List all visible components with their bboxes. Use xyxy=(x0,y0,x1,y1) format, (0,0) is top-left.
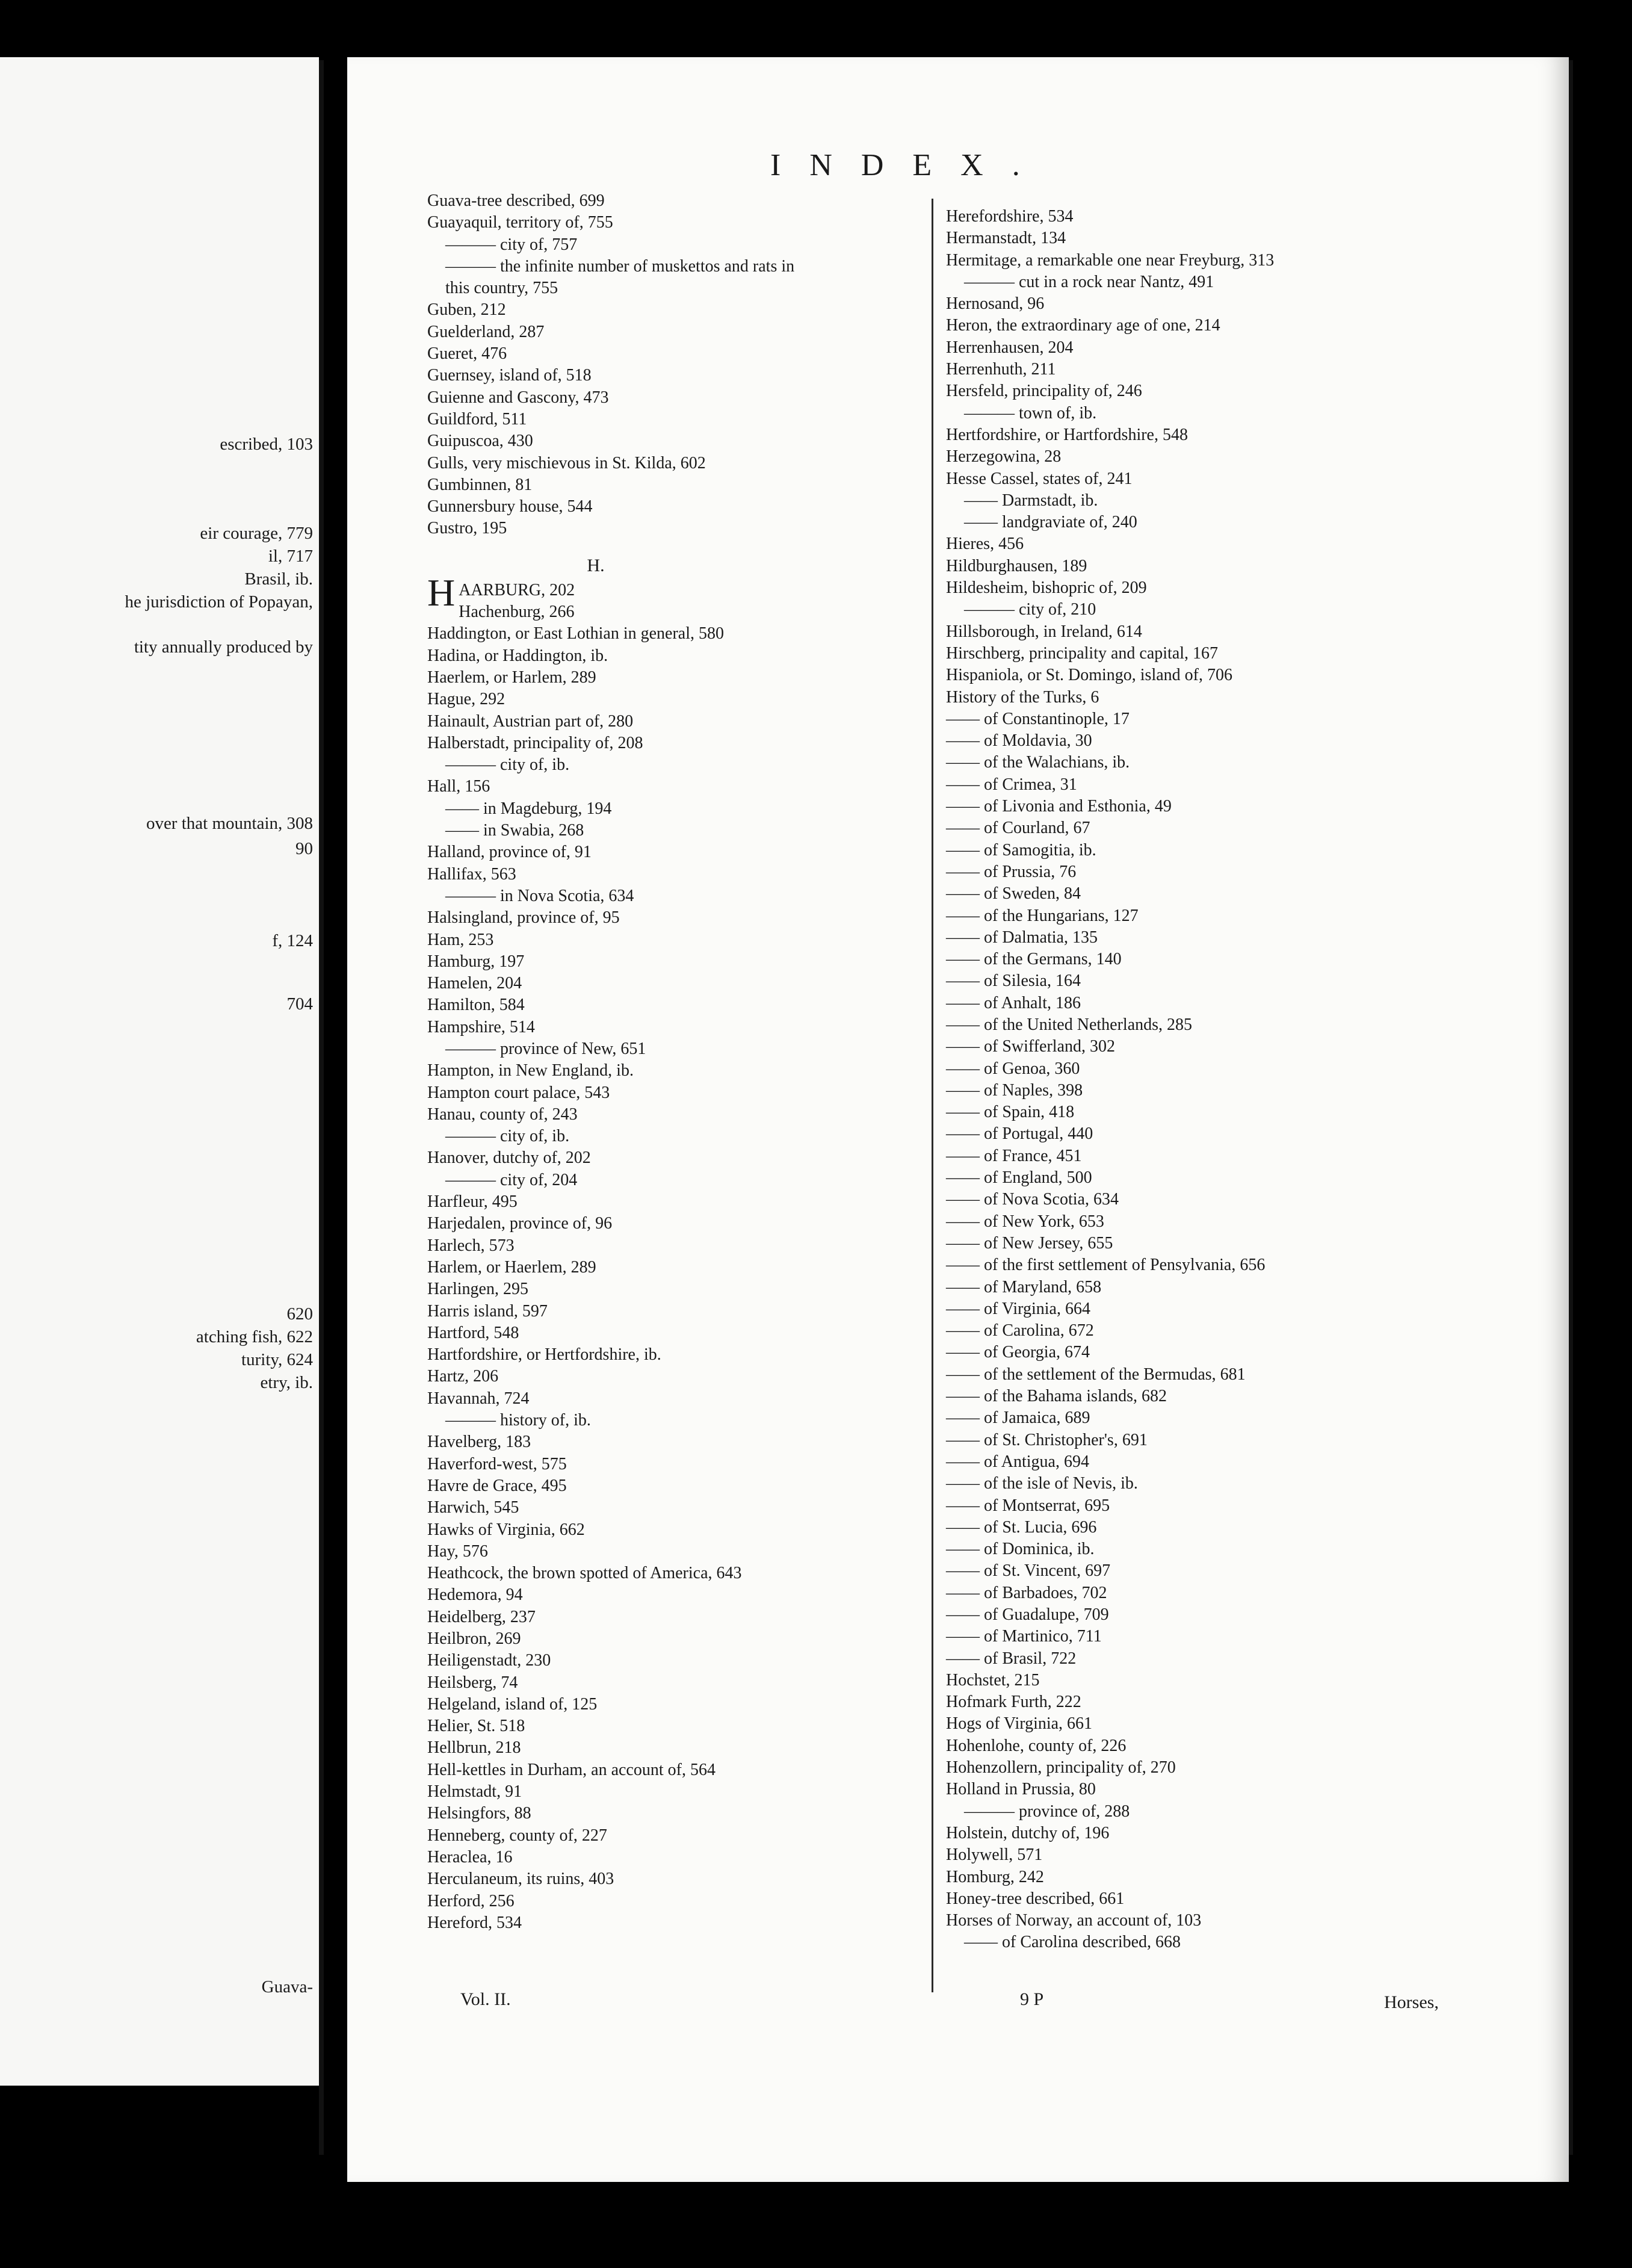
index-entry: —— in Magdeburg, 194 xyxy=(445,799,612,818)
index-entry: Hampton, in New England, ib. xyxy=(427,1061,634,1080)
index-entry: Gunnersbury house, 544 xyxy=(427,497,593,516)
index-entry: Heathcock, the brown spotted of America, 643 xyxy=(427,1564,742,1583)
index-entry: Havelberg, 183 xyxy=(427,1433,531,1452)
index-entry: Hogs of Virginia, 661 xyxy=(946,1714,1093,1734)
index-entry: Herzegowina, 28 xyxy=(946,447,1062,466)
catchword: Horses, xyxy=(1384,1992,1439,2012)
left-page-fragment: f, 124 xyxy=(272,931,313,950)
left-page-fragment: il, 717 xyxy=(268,547,313,566)
index-entry: Hersfeld, principality of, 246 xyxy=(946,382,1142,401)
left-page-edge xyxy=(319,60,324,2155)
index-entry: ——— city of, 757 xyxy=(445,235,578,254)
index-entry: —— of Spain, 418 xyxy=(946,1103,1075,1122)
index-entry: Hohenzollern, principality of, 270 xyxy=(946,1758,1176,1777)
index-entry: —— of Portugal, 440 xyxy=(946,1124,1093,1144)
index-entry: Heron, the extraordinary age of one, 214 xyxy=(946,316,1220,335)
index-entry: Hispaniola, or St. Domingo, island of, 706 xyxy=(946,666,1232,685)
index-entry: —— of the isle of Nevis, ib. xyxy=(946,1474,1138,1493)
index-entry: Henneberg, county of, 227 xyxy=(427,1826,607,1845)
index-entry: —— of Swifferland, 302 xyxy=(946,1037,1115,1056)
right-page-edge xyxy=(1568,60,1573,2155)
signature-mark: 9 P xyxy=(1020,1989,1044,2009)
index-entry: —— of Silesia, 164 xyxy=(946,971,1081,991)
left-page-fragment: 90 xyxy=(295,839,313,858)
index-entry: —— of Anhalt, 186 xyxy=(946,993,1081,1012)
index-entry: Hampshire, 514 xyxy=(427,1017,535,1036)
index-entry: Holstein, dutchy of, 196 xyxy=(946,1823,1110,1842)
index-entry: ——— city of, ib. xyxy=(445,1127,570,1146)
index-entry: —— of Nova Scotia, 634 xyxy=(946,1190,1119,1209)
index-entry: Guben, 212 xyxy=(427,300,506,320)
left-page-fragment: Brasil, ib. xyxy=(244,569,313,589)
index-entry: Hanau, county of, 243 xyxy=(427,1105,578,1124)
left-page-fragment: turity, 624 xyxy=(241,1350,313,1369)
index-entry: —— of Antigua, 694 xyxy=(946,1452,1089,1471)
index-entry: Hildesheim, bishopric of, 209 xyxy=(946,578,1147,598)
index-entry: ——— the infinite number of muskettos and rats in xyxy=(445,256,795,276)
index-entry: —— of New Jersey, 655 xyxy=(946,1233,1113,1253)
volume-label: Vol. II. xyxy=(460,1989,511,2009)
index-entry: —— of Livonia and Esthonia, 49 xyxy=(946,797,1172,816)
index-entry: —— of St. Christopher's, 691 xyxy=(946,1430,1148,1449)
index-entry: —— of Barbadoes, 702 xyxy=(946,1583,1107,1602)
index-entry: ——— in Nova Scotia, 634 xyxy=(445,886,634,905)
index-entry: Havannah, 724 xyxy=(427,1389,530,1408)
index-entry: —— of Carolina, 672 xyxy=(946,1321,1094,1340)
index-entry: Hainault, Austrian part of, 280 xyxy=(427,711,634,731)
index-entry: Hampton court palace, 543 xyxy=(427,1083,610,1102)
index-entry: —— of the Walachians, ib. xyxy=(946,753,1130,772)
index-entry: Haverford-west, 575 xyxy=(427,1454,567,1473)
index-entry: Haddington, or East Lothian in general, 580 xyxy=(427,624,724,643)
index-entry: Harfleur, 495 xyxy=(427,1192,518,1212)
page-title: INDEX. xyxy=(770,148,1049,182)
index-entry: —— of Dalmatia, 135 xyxy=(946,928,1098,947)
index-entry: —— of St. Vincent, 697 xyxy=(946,1561,1111,1581)
index-entry: Herford, 256 xyxy=(427,1891,515,1910)
index-entry: Herefordshire, 534 xyxy=(946,207,1074,226)
index-entry: —— landgraviate of, 240 xyxy=(964,513,1137,532)
index-entry: —— of St. Lucia, 696 xyxy=(946,1517,1097,1537)
index-entry: Hay, 576 xyxy=(427,1541,488,1561)
index-entry: Helsingfors, 88 xyxy=(427,1804,531,1823)
index-entry: —— of Courland, 67 xyxy=(946,819,1090,838)
index-entry: —— of the Germans, 140 xyxy=(946,950,1122,969)
index-entry: —— of Constantinople, 17 xyxy=(946,709,1130,728)
index-entry: —— of Samogitia, ib. xyxy=(946,840,1096,860)
index-entry: Gulls, very mischievous in St. Kilda, 602 xyxy=(427,453,706,472)
left-page-fragment: eir courage, 779 xyxy=(200,524,313,543)
index-entry: Honey-tree described, 661 xyxy=(946,1889,1125,1908)
index-entry: Hedemora, 94 xyxy=(427,1585,523,1605)
index-entry: this country, 755 xyxy=(445,279,558,298)
index-entry: Guernsey, island of, 518 xyxy=(427,366,592,385)
index-entry: —— of Jamaica, 689 xyxy=(946,1408,1090,1428)
index-entry: —— Darmstadt, ib. xyxy=(964,491,1098,510)
index-entry: Harjedalen, province of, 96 xyxy=(427,1214,613,1233)
index-column-right xyxy=(946,206,1274,1954)
index-entry: Haerlem, or Harlem, 289 xyxy=(427,668,596,687)
index-entry: Guildford, 511 xyxy=(427,409,527,429)
index-entry: Harlech, 573 xyxy=(427,1236,515,1255)
index-entry: ——— history of, ib. xyxy=(445,1411,591,1430)
index-entry: Gueret, 476 xyxy=(427,344,507,364)
index-entry: —— of Martinico, 711 xyxy=(946,1627,1102,1646)
index-entry: Hanover, dutchy of, 202 xyxy=(427,1148,591,1168)
index-entry: ——— city of, 210 xyxy=(964,600,1096,619)
index-entry: Havre de Grace, 495 xyxy=(427,1476,567,1495)
index-entry: Hieres, 456 xyxy=(946,534,1024,554)
index-entry: Helier, St. 518 xyxy=(427,1717,525,1736)
column-rule xyxy=(932,199,933,1992)
index-entry: —— of Moldavia, 30 xyxy=(946,731,1092,751)
index-entry: —— of Sweden, 84 xyxy=(946,884,1081,903)
index-entry: ——— city of, 204 xyxy=(445,1170,578,1189)
index-entry: Hamilton, 584 xyxy=(427,996,525,1015)
initial-letter: H xyxy=(427,571,456,614)
index-entry: Hernosand, 96 xyxy=(946,294,1045,314)
index-entry: Hildburghausen, 189 xyxy=(946,556,1087,575)
first-entry-text: AARBURG, 202 xyxy=(459,580,575,600)
index-entry: Hesse Cassel, states of, 241 xyxy=(946,469,1133,488)
left-page-fragment: tity annually produced by xyxy=(134,637,313,657)
index-entry: Hofmark Furth, 222 xyxy=(946,1693,1081,1712)
index-entry: Hartz, 206 xyxy=(427,1367,499,1386)
left-page-fragment: over that mountain, 308 xyxy=(146,814,313,833)
index-entry: Gustro, 195 xyxy=(427,519,507,538)
index-entry: Heiligenstadt, 230 xyxy=(427,1651,551,1670)
left-page xyxy=(0,57,319,2086)
index-column-left xyxy=(427,190,794,1934)
index-entry: Hillsborough, in Ireland, 614 xyxy=(946,622,1142,641)
index-entry: Hadina, or Haddington, ib. xyxy=(427,646,608,665)
index-entry: Hall, 156 xyxy=(427,777,490,796)
index-entry: Harwich, 545 xyxy=(427,1498,519,1517)
index-entry: Hohenlohe, county of, 226 xyxy=(946,1736,1127,1755)
index-entry: Harlingen, 295 xyxy=(427,1280,528,1299)
section-heading: H. xyxy=(587,555,605,575)
index-entry: Heilsberg, 74 xyxy=(427,1673,518,1692)
index-entry: Hell-kettles in Durham, an account of, 564 xyxy=(427,1760,716,1779)
index-entry: —— of the settlement of the Bermudas, 681 xyxy=(946,1365,1246,1384)
index-entry: —— of New York, 653 xyxy=(946,1212,1104,1231)
index-entry: Halsingland, province of, 95 xyxy=(427,908,620,928)
index-entry: Hachenburg, 266 xyxy=(459,603,575,622)
index-entry: Hereford, 534 xyxy=(427,1913,522,1932)
index-entry: Heilbron, 269 xyxy=(427,1629,521,1648)
index-entry: —— of Prussia, 76 xyxy=(946,862,1077,881)
index-entry: Holywell, 571 xyxy=(946,1845,1043,1865)
index-entry: Halland, province of, 91 xyxy=(427,843,592,862)
index-entry: Hamburg, 197 xyxy=(427,952,525,971)
index-entry: ——— province of, 288 xyxy=(964,1802,1130,1821)
left-page-fragment: 620 xyxy=(286,1304,313,1324)
index-entry: Guipuscoa, 430 xyxy=(427,432,533,451)
index-entry: Hartford, 548 xyxy=(427,1323,519,1342)
index-entry: Guelderland, 287 xyxy=(427,322,545,341)
index-entry: ——— cut in a rock near Nantz, 491 xyxy=(964,272,1214,291)
index-entry: —— of Guadalupe, 709 xyxy=(946,1605,1109,1624)
index-entry: —— of the first settlement of Pensylvania, 656 xyxy=(946,1256,1266,1275)
index-entry: Hallifax, 563 xyxy=(427,864,516,884)
left-column-entries-g xyxy=(427,190,794,540)
index-entry: Gumbinnen, 81 xyxy=(427,475,533,494)
index-entry: Helmstadt, 91 xyxy=(427,1782,522,1802)
left-page-fragment: he jurisdiction of Popayan, xyxy=(125,592,313,612)
index-entry: Guava-tree described, 699 xyxy=(427,191,605,210)
index-entry: ——— city of, ib. xyxy=(445,755,570,775)
index-entry: Hartfordshire, or Hertfordshire, ib. xyxy=(427,1345,661,1365)
left-page-fragment: 704 xyxy=(286,994,313,1014)
index-entry: Hochstet, 215 xyxy=(946,1670,1040,1690)
index-entry: Helgeland, island of, 125 xyxy=(427,1694,598,1714)
index-entry: Herrenhausen, 204 xyxy=(946,338,1074,357)
index-entry: Hertfordshire, or Hartfordshire, 548 xyxy=(946,425,1188,444)
index-entry: Guienne and Gascony, 473 xyxy=(427,388,609,407)
index-entry: Horses of Norway, an account of, 103 xyxy=(946,1911,1202,1930)
index-entry: —— of Maryland, 658 xyxy=(946,1277,1102,1297)
index-entry: —— in Swabia, 268 xyxy=(445,821,584,840)
left-page-fragment: atching fish, 622 xyxy=(196,1327,313,1346)
index-entry: Holland in Prussia, 80 xyxy=(946,1780,1096,1799)
index-entry: Hirschberg, principality and capital, 167 xyxy=(946,643,1219,663)
index-entry: Halberstadt, principality of, 208 xyxy=(427,733,643,752)
index-entry: History of the Turks, 6 xyxy=(946,687,1099,707)
index-entry: Hermanstadt, 134 xyxy=(946,229,1066,248)
index-entry: —— of England, 500 xyxy=(946,1168,1092,1188)
index-entry: Heidelberg, 237 xyxy=(427,1607,536,1626)
index-entry: —— of Dominica, ib. xyxy=(946,1540,1095,1559)
left-page-fragment: Guava- xyxy=(261,1977,313,1997)
index-entry: —— of France, 451 xyxy=(946,1146,1082,1165)
left-page-fragment: etry, ib. xyxy=(260,1373,313,1392)
index-entry: Hawks of Virginia, 662 xyxy=(427,1520,585,1539)
index-entry: —— of Virginia, 664 xyxy=(946,1299,1090,1318)
index-entry: —— of Montserrat, 695 xyxy=(946,1496,1110,1515)
index-entry: Hermitage, a remarkable one near Freyburg, 313 xyxy=(946,250,1275,270)
index-entry: Herrenhuth, 211 xyxy=(946,360,1056,379)
index-entry: Hamelen, 204 xyxy=(427,974,522,993)
index-entry: Hague, 292 xyxy=(427,690,505,709)
index-entry: Homburg, 242 xyxy=(946,1867,1044,1886)
index-entry: Herculaneum, its ruins, 403 xyxy=(427,1870,614,1889)
index-entry: —— of the Bahama islands, 682 xyxy=(946,1387,1167,1406)
left-page-fragment: escribed, 103 xyxy=(220,435,313,454)
index-entry: Heraclea, 16 xyxy=(427,1847,513,1867)
index-entry: —— of Brasil, 722 xyxy=(946,1649,1077,1668)
index-entry: —— of Georgia, 674 xyxy=(946,1343,1090,1362)
index-entry: ——— town of, ib. xyxy=(964,403,1097,423)
index-entry: —— of Carolina described, 668 xyxy=(964,1933,1181,1952)
index-entry: —— of the United Netherlands, 285 xyxy=(946,1015,1193,1034)
index-entry: Ham, 253 xyxy=(427,930,494,949)
index-entry: —— of Naples, 398 xyxy=(946,1080,1083,1100)
index-entry: Guayaquil, territory of, 755 xyxy=(427,213,613,232)
index-entry: Harris island, 597 xyxy=(427,1301,548,1321)
index-entry: Hellbrun, 218 xyxy=(427,1738,521,1758)
index-entry: ——— province of New, 651 xyxy=(445,1039,646,1058)
index-entry: Harlem, or Haerlem, 289 xyxy=(427,1257,596,1277)
index-entry: —— of Genoa, 360 xyxy=(946,1059,1080,1078)
index-entry: —— of the Hungarians, 127 xyxy=(946,906,1139,925)
index-entry: —— of Crimea, 31 xyxy=(946,775,1077,794)
left-column-entries-h xyxy=(427,601,794,1934)
